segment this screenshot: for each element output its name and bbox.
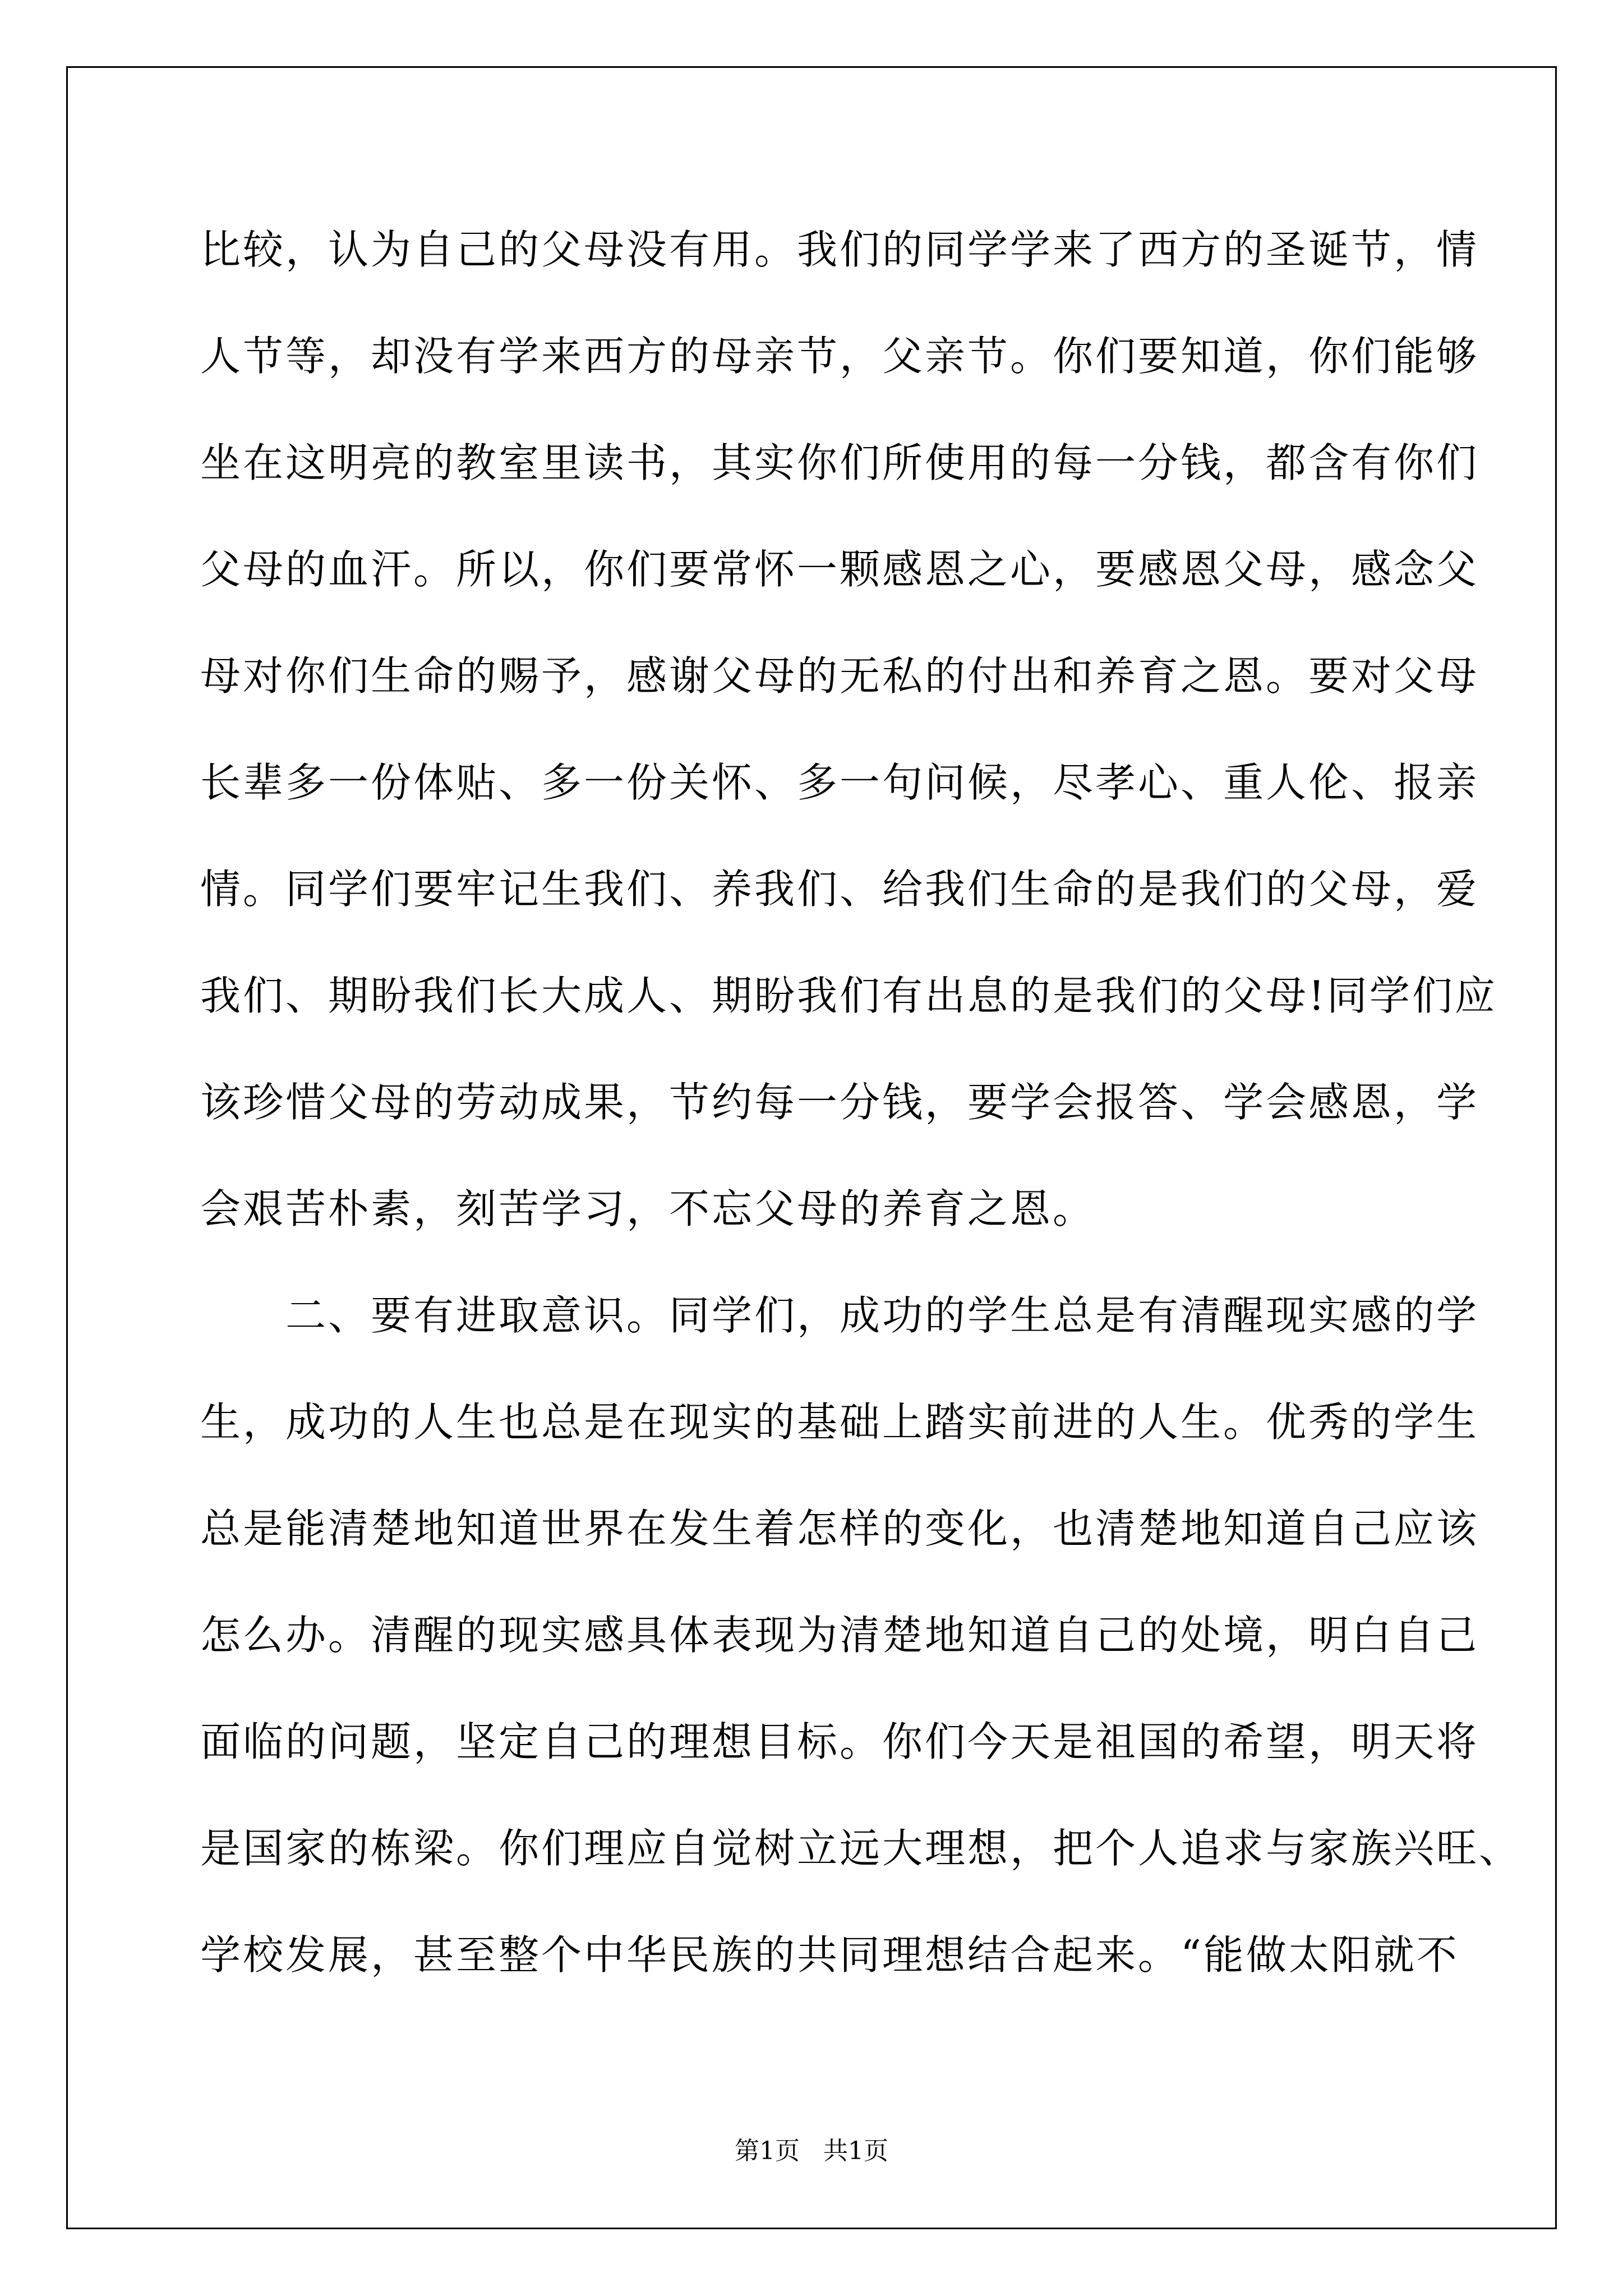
text-line: 母对你们生命的赐予，感谢父母的无私的付出和养育之恩。要对父母	[200, 652, 1479, 700]
page-footer: 第1页 共1页	[735, 2137, 888, 2165]
text-line: 该珍惜父母的劳动成果，节约每一分钱，要学会报答、学会感恩，学	[200, 1079, 1479, 1126]
text-line: 坐在这明亮的教室里读书，其实你们所使用的每一分钱，都含有你们	[200, 439, 1479, 486]
text-line: 总是能清楚地知道世界在发生着怎样的变化，也清楚地知道自己应该	[200, 1505, 1479, 1552]
text-line: 是国家的栋梁。你们理应自觉树立远大理想，把个人追求与家族兴旺、	[200, 1825, 1522, 1872]
text-line: 长辈多一份体贴、多一份关怀、多一句问候，尽孝心、重人伦、报亲	[200, 759, 1479, 806]
text-line: 学校发展，甚至整个中华民族的共同理想结合起来。“能做太阳就不	[200, 1931, 1459, 1978]
text-line: 情。同学们要牢记生我们、养我们、给我们生命的是我们的父母，爱	[200, 866, 1479, 913]
text-line: 父母的血汗。所以，你们要常怀一颗感恩之心，要感恩父母，感念父	[200, 546, 1479, 593]
text-line: 人节等，却没有学来西方的母亲节，父亲节。你们要知道，你们能够	[200, 333, 1479, 380]
text-line: 怎么办。清醒的现实感具体表现为清楚地知道自己的处境，明白自己	[200, 1612, 1479, 1659]
text-line: 会艰苦朴素，刻苦学习，不忘父母的养育之恩。	[200, 1185, 1096, 1232]
page-border	[66, 66, 1557, 2229]
text-line: 生，成功的人生也总是在现实的基础上踏实前进的人生。优秀的学生	[200, 1398, 1479, 1446]
paragraph-start-line: 二、要有进取意识。同学们，成功的学生总是有清醒现实感的学	[200, 1292, 1479, 1339]
text-line: 我们、期盼我们长大成人、期盼我们有出息的是我们的父母!同学们应	[200, 972, 1497, 1019]
text-line: 面临的问题，坚定自己的理想目标。你们今天是祖国的希望，明天将	[200, 1718, 1479, 1765]
text-line: 比较，认为自己的父母没有用。我们的同学学来了西方的圣诞节，情	[200, 226, 1479, 273]
